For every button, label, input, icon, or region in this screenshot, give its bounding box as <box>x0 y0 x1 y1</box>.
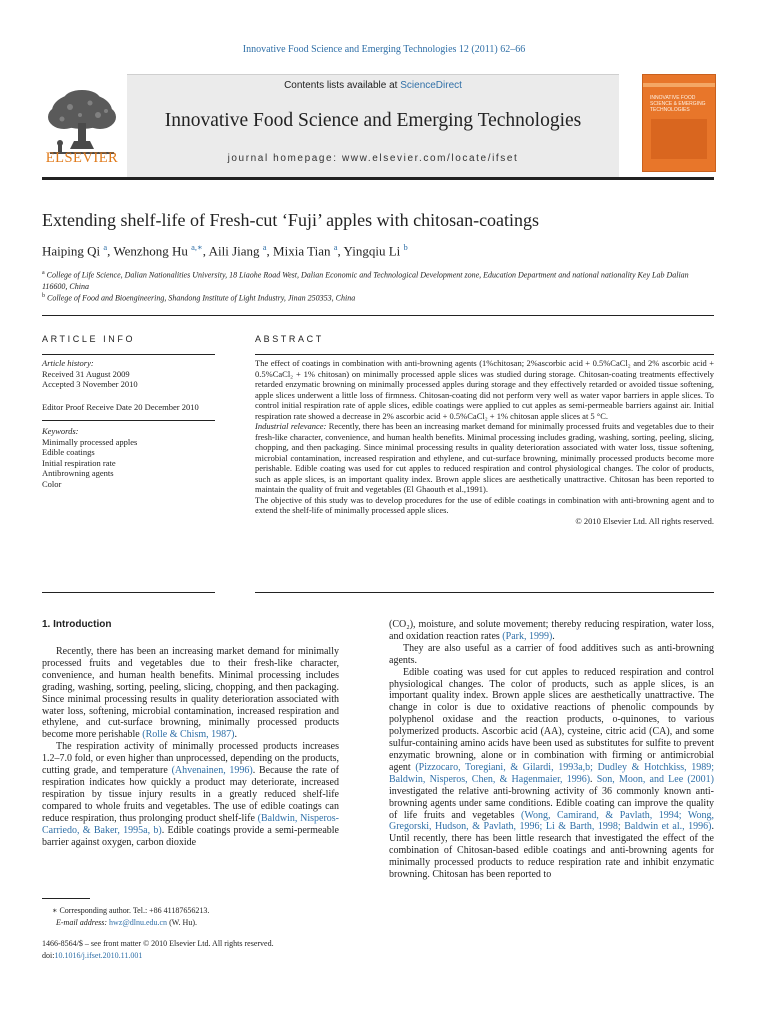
homepage-url-link[interactable]: www.elsevier.com/locate/ifset <box>341 153 519 164</box>
keywords-block <box>42 426 215 489</box>
author-name: Aili Jiang <box>208 243 260 259</box>
keyword: Edible coatings <box>42 447 95 457</box>
affiliation-marker[interactable]: a <box>333 242 338 252</box>
abstract-bottom-rule <box>255 592 714 593</box>
email-owner: (W. Hu). <box>167 918 197 927</box>
body-text: Edible coating was used for cut apples to reduced respiration and control physiological changes. The color of products, such as apple slices, is an important quality index. Brown apple slices are aesthetically unattractive. The change in color is due to oxidative reactions of phenolic compounds by polyphenol oxidase and the reaction products, o-quinones, to various polymerized products. Ascorbic acid (AA), cysteine, citric acid (CA), and some sulfur-containing amino acids have been used as substitutes for sulfite to prevent enzymatic browning, alone or in combination with firming or antimicrobial agent <box>389 666 714 773</box>
relevance-text: Recently, there has been an increasing market demand for minimally processed fruits and vegetables due to their fresh-like character, convenience, and human health benefits. Minimal processing includes grading, washing, sorting, peeling, slicing, chopping, and then packaging. Since minimal processing results in quality deterioration associated with water loss, tissue softening, microbial contamination, increased respiration and ethylene, and cut-surface browning, minimally processed products become more perishable. Edible coating was used for cut apples to reduced respiration and control physiological changes. The color of products, such as apple slices, is an important quality index. Brown apple slices are aesthetically unattractive. Chitosan has been reported to maintain the quality of fruit and vegetables (El Ghaouth et al.,1991). <box>255 421 714 494</box>
front-matter-note: 1466-8564/$ – see front matter © 2010 Elsevier Ltd. All rights reserved. <box>42 939 274 948</box>
author-list: Haiping Qi $^a$, Wenzhong Hu $^{a,∗}$, Aili Jiang $^a$, Mixia Tian $^a$, Yingqiu Li $^b$ <box>42 242 408 259</box>
left-column <box>42 646 339 848</box>
journal-homepage-line <box>127 153 619 164</box>
body-paragraph <box>389 619 714 643</box>
keyword: Antibrowning agents <box>42 468 114 478</box>
body-text: . <box>234 729 237 741</box>
header-rule <box>42 177 714 180</box>
affiliation-a <box>42 268 714 292</box>
body-text: . Edible coatings provide a semi-permeable barrier against oxygen, carbon dioxide <box>42 824 339 848</box>
body-text: . Because the rate of respiration indicates how quickly a product may deteriorate, increased respiration by tissue injury results in a greatly reduced shelf-life compared to whole fruits and vegetables. The use of edible coatings can reduce respiration, thus prolonging product shelf-life <box>42 765 339 824</box>
keyword: Minimally processed apples <box>42 436 138 447</box>
body-paragraph <box>42 741 339 848</box>
affiliation-marker[interactable]: a,∗ <box>191 242 203 252</box>
affiliation-text: College of Food and Bioengineering, Shandong Institute of Light Industry, Jinan 250353, China <box>47 293 356 303</box>
history-label: Article history: <box>42 358 94 368</box>
contents-prefix: Contents lists available at <box>284 80 401 91</box>
abstract-objective-paragraph: The objective of this study was to develop procedures for the use of edible coatings in combination with anti-browning agent and to extend the shelf-life of minimally processed apple slices. <box>255 494 714 515</box>
citation-link[interactable]: (Park, 1999) <box>502 630 553 642</box>
corresponding-author-note: ∗ Corresponding author. Tel.: +86 41187656213. <box>52 906 210 915</box>
body-text: (CO₂), moisture, and solute movement; thereby reducing respiration, water loss, and oxidation reaction rates <box>389 619 714 642</box>
cover-title: INNOVATIVE FOOD SCIENCE & EMERGING TECHNOLOGIES <box>650 95 706 113</box>
footnote-rule <box>42 898 90 899</box>
citation-link[interactable]: (Wong, Camirand, & Pavlath, 1994; Wong, Gregorski, Hudson, & Pavlath, 1996; Li & Barth, 1998; Baldwin et al., 1996) <box>389 809 714 833</box>
accepted-date: Accepted 3 November 2010 <box>42 379 138 389</box>
author-name: Mixia Tian <box>273 243 331 259</box>
keyword: Color <box>42 478 62 489</box>
doi-link[interactable]: 10.1016/j.ifset.2010.11.001 <box>54 951 143 960</box>
doi-line <box>42 950 339 961</box>
author-name: Haiping Qi <box>42 243 101 259</box>
keywords-label: Keywords: <box>42 426 79 436</box>
affiliation-marker[interactable]: a <box>262 242 267 252</box>
right-column <box>389 619 714 881</box>
author-name: Yingqiu Li <box>343 243 401 259</box>
affiliation-b <box>42 291 714 304</box>
abstract-relevance-paragraph <box>255 421 714 495</box>
homepage-prefix: journal homepage: <box>227 153 342 164</box>
affiliation-text: College of Life Science, Dalian Nationalities University, 18 Liaohe Road West, Dalian Economic and Technological Development zone, Education Department and national nationality Key Lab Dalian 116600, China <box>42 270 689 291</box>
article-history <box>42 358 215 390</box>
cover-panel <box>651 119 707 159</box>
body-paragraph <box>42 646 339 741</box>
received-date: Received 31 August 2009 <box>42 368 130 379</box>
citation-link[interactable]: (Ahvenainen, 1996) <box>171 765 253 777</box>
editor-proof-date: Editor Proof Receive Date 20 December 2010 <box>42 402 199 412</box>
journal-reference[interactable]: Innovative Food Science and Emerging Technologies 12 (2011) 62–66 <box>242 44 526 55</box>
contents-available-line <box>127 80 619 91</box>
article-info-bottom-rule <box>42 592 215 593</box>
doi-label: doi: <box>42 951 55 960</box>
affiliation-sup: b <box>42 293 45 299</box>
journal-cover-thumbnail[interactable] <box>642 74 716 172</box>
article-info-rule <box>42 354 215 355</box>
cover-stripe <box>643 83 715 87</box>
title-rule <box>42 315 714 316</box>
abstract-rule <box>255 354 714 355</box>
body-text: Recently, there has been an increasing market demand for minimally processed fruits and vegetables due to their fresh-like character, convenience, and human health benefits. Minimal processing includes grading, washing, sorting, peeling, slicing, chopping, and then packaging. Since minimal processing results in quality deterioration associated with water loss, softening, microbial contamination, increased respiration and ethylene, and cut-surface browning, minimally processed products become more perishable <box>42 646 339 741</box>
keyword: Initial respiration rate <box>42 457 116 468</box>
introduction-heading: 1. Introduction <box>42 619 112 630</box>
article-title: Extending shelf-life of Fresh-cut ‘Fuji’ apples with chitosan-coatings <box>42 210 540 230</box>
author-name: Wenzhong Hu <box>113 243 188 259</box>
affiliation-marker[interactable]: a <box>103 242 108 252</box>
industrial-relevance-label: Industrial relevance: <box>255 421 327 431</box>
body-text: investigated the relative anti-browning activity of 36 commonly known anti-browning agents under same conditions. Edible coating can improve the quality of life fruits and vegetables <box>389 785 714 821</box>
email-note <box>56 917 353 928</box>
body-text: . <box>552 630 555 642</box>
body-paragraph <box>389 667 714 881</box>
citation-link[interactable]: (Pizzocaro, Toregiani, & Gilardi, 1993a,b; Dudley & Hotchkiss, 1989; Baldwin, Nisperos, Chen, & Hagenmaier, 1996) <box>389 761 715 785</box>
abstract-body <box>255 358 714 526</box>
body-paragraph: They are also useful as a carrier of food additives such as anti-browning agents. <box>389 642 714 666</box>
abstract-paragraph: The effect of coatings in combination with anti-browning agents (1%chitosan; 2%ascorbic acid + 0.5%CaCl₂ and 2% ascorbic acid + 0.5%CaCl₂ + 1% chitosan) on minimally processed apple slices was studied during storage. Chitosan-coating treatments effectively retarded enzymatic browning on minimally processed apples during storage and they effectively retarded or avoided tissue softening, apple slices underwent a little loss of firmness. Chitosan-coating did not perform very well as water vapor barriers in apple slices. To control initial respiration rate of apple slices, edible coatings were applied to cut apples as semi-permeable barriers against air. Initial respiration rate showed a decrease in 2% ascorbic acid + 0.5%CaCl₂ + 1% chitosan apple slices at 5 °C. <box>255 358 714 421</box>
article-info-heading: ARTICLE INFO <box>42 334 136 344</box>
article-info-divider <box>42 420 215 421</box>
citation-link[interactable]: (Rolle & Chism, 1987) <box>142 729 235 741</box>
body-text: . <box>590 773 597 785</box>
citation-link[interactable]: Son, Moon, and Lee (2001) <box>596 773 714 785</box>
body-text: . Until recently, there has been little research that investigated the effect of the combination of Chitosan-based edible coatings and anti-browning agents for minimally processed products to reduce respiration rate and inhibit enzymatic browning. Chitosan has been reported to <box>389 821 714 881</box>
elsevier-wordmark: ELSEVIER <box>45 150 119 166</box>
email-label: E-mail address: <box>56 918 110 927</box>
journal-title: Innovative Food Science and Emerging Technologies <box>164 110 582 131</box>
affiliation-sup: a <box>42 270 45 276</box>
citation-link[interactable]: (Baldwin, Nisperos-Carriedo, & Baker, 1995a, b) <box>42 812 339 836</box>
email-link[interactable]: hwz@dlnu.edu.cn <box>109 918 168 927</box>
body-text: The respiration activity of minimally processed products increases 1.2–7.0 fold, or even higher than unprocessed, depending on the products, cutting grade, and temperature <box>42 741 339 777</box>
abstract-copyright: © 2010 Elsevier Ltd. All rights reserved. <box>575 515 714 526</box>
sciencedirect-link[interactable]: ScienceDirect <box>400 80 462 91</box>
abstract-heading: ABSTRACT <box>255 334 324 344</box>
affiliation-marker[interactable]: b <box>403 242 408 252</box>
